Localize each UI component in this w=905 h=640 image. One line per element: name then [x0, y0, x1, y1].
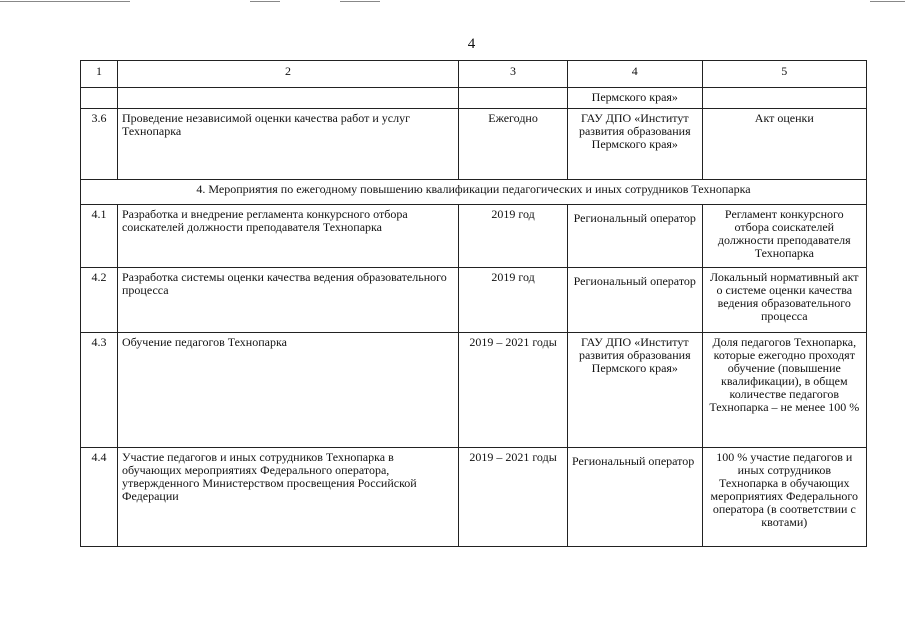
section-heading-row	[81, 180, 867, 205]
row-number: 4.1	[81, 205, 118, 268]
scan-top-marks	[0, 0, 905, 6]
table-row	[81, 448, 867, 547]
table-row-continuation	[81, 88, 867, 109]
table-row	[81, 333, 867, 448]
activity-deadline: 2019 – 2021 годы	[459, 333, 568, 448]
activity-name: Разработка системы оценки качества ведения образовательного процесса	[117, 268, 458, 333]
column-header: 1	[81, 61, 118, 88]
activity-name: Проведение независимой оценки качества работ и услуг Технопарка	[117, 109, 458, 180]
activity-deadline: 2019 год	[459, 268, 568, 333]
activity-deadline: Ежегодно	[459, 109, 568, 180]
activity-executor: Региональный оператор	[568, 268, 703, 333]
activity-deadline: 2019 – 2021 годы	[459, 448, 568, 547]
page-number: 4	[467, 36, 476, 52]
activity-executor: Региональный оператор	[568, 448, 703, 547]
activity-deadline: 2019 год	[459, 205, 568, 268]
activity-result: Доля педагогов Технопарка, которые ежегодно проходят обучение (повышение квалификации), в общем количестве педагогов Технопарка – не менее 100 %	[702, 333, 866, 448]
activity-name	[117, 88, 458, 109]
table-row	[81, 109, 867, 180]
column-number-header-row	[81, 61, 867, 88]
activity-executor: Региональный оператор	[568, 205, 703, 268]
activity-result	[702, 88, 866, 109]
row-number: 3.6	[81, 109, 118, 180]
column-header: 4	[568, 61, 703, 88]
activity-result: Локальный нормативный акт о системе оценки качества ведения образовательного процесса	[702, 268, 866, 333]
column-header: 3	[459, 61, 568, 88]
activity-result: 100 % участие педагогов и иных сотрудников Технопарка в обучающих мероприятиях Федерального оператора (в соответствии с квотами)	[702, 448, 866, 547]
row-number: 4.2	[81, 268, 118, 333]
table-row	[81, 205, 867, 268]
activity-name: Участие педагогов и иных сотрудников Технопарка в обучающих мероприятиях Федерального оператора, утвержденного Министерством просвещения Российской Федерации	[117, 448, 458, 547]
activity-plan-table	[80, 60, 867, 547]
section-title: 4. Мероприятия по ежегодному повышению квалификации педагогических и иных сотрудников Технопарка	[81, 180, 867, 205]
activity-executor: ГАУ ДПО «Институт развития образования Пермского края»	[568, 333, 703, 448]
row-number: 4.3	[81, 333, 118, 448]
activity-name: Обучение педагогов Технопарка	[117, 333, 458, 448]
row-number: 4.4	[81, 448, 118, 547]
activity-deadline	[459, 88, 568, 109]
table-row	[81, 268, 867, 333]
activity-result: Акт оценки	[702, 109, 866, 180]
activity-result: Регламент конкурсного отбора соискателей должности преподавателя Технопарка	[702, 205, 866, 268]
row-number	[81, 88, 118, 109]
activity-executor: Пермского края»	[568, 88, 703, 109]
activity-name: Разработка и внедрение регламента конкурсного отбора соискателей должности преподавателя Технопарка	[117, 205, 458, 268]
column-header: 2	[117, 61, 458, 88]
column-header: 5	[702, 61, 866, 88]
activity-executor: ГАУ ДПО «Институт развития образования Пермского края»	[568, 109, 703, 180]
